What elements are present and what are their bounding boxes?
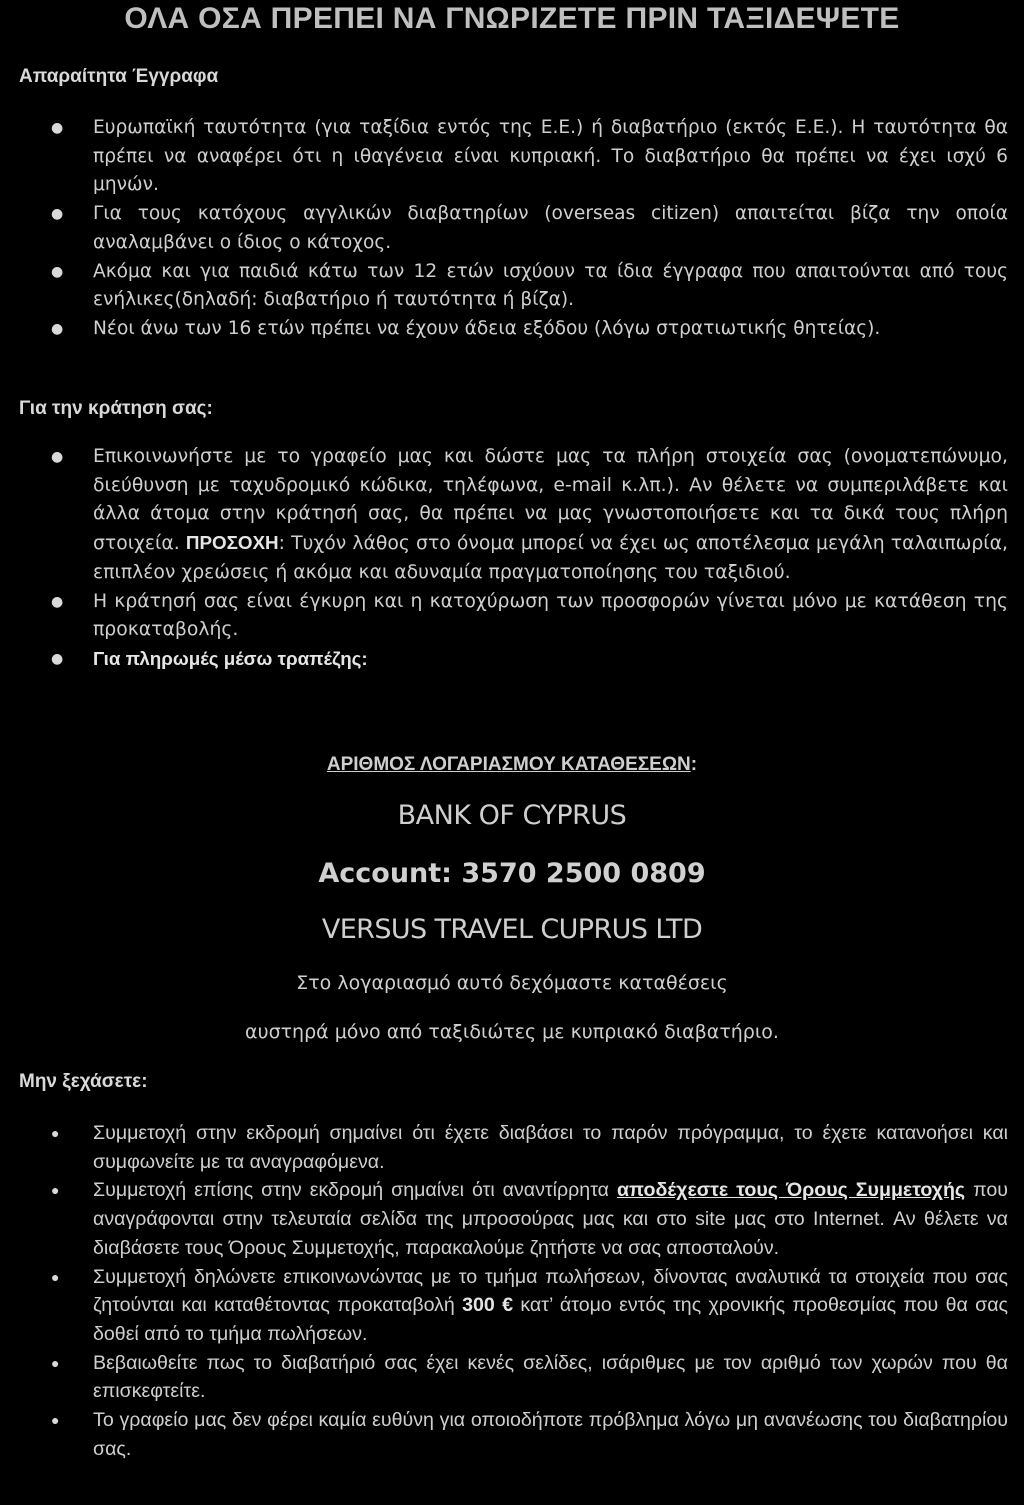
list-item: ● Συμμετοχή στην εκδρομή σημαίνει ότι έχετε διαβάσει το παρόν πρόγραμμα, το έχετε κατανοήσει και συμφωνείτε με τα αναγραφόμενα. <box>0 1119 1024 1176</box>
bullet-icon: ● <box>51 449 64 465</box>
reminders-list <box>0 1119 1024 1463</box>
list-item: ● Επικοινωνήστε με το γραφείο μας και δώστε μας τα πλήρη στοιχεία σας (ονοματεπώνυμο, διεύθυνση με ταχυδρομικό κώδικα, τηλέφωνα, e-mail κ.λπ.). Αν θέλετε να συμπεριλάβετε και άλλα άτομα στην κράτησή σας, θα πρέπει να μας γνωστοποιήσετε και τα δικά τους πλήρη στοιχεία. ΠΡΟΣΟΧΗ: Τυχόν λάθος στο όνομα μπορεί να έχει ως αποτέλεσμα μεγάλη ταλαιπωρία, επιπλέον χρεώσεις ή ακόμα και αδυναμία πραγματοποίησης του ταξιδιού. <box>0 443 1024 588</box>
account-number: Account: 3570 2500 0809 <box>318 858 706 889</box>
list-item: ● Συμμετοχή δηλώνετε επικοινωνώντας με το τμήμα πωλήσεων, δίνοντας αναλυτικά τα στοιχεία που σας ζητούνται και καταθέτοντας προκαταβολή 300 € κατ’ άτομο εντός της χρονικής προθεσμίας που θα σας δοθεί από το τμήμα πωλήσεων. <box>0 1263 1024 1349</box>
account-note-1: Στο λογαριασμό αυτό δεχόμαστε καταθέσεις <box>296 972 728 994</box>
bullet-icon: ● <box>51 1125 60 1141</box>
bullet-icon: ● <box>51 593 64 610</box>
documents-heading: Απαραίτητα Έγγραφα <box>19 66 219 87</box>
account-note-2: αυστηρά μόνο από ταξιδιώτες με κυπριακό διαβατήριο. <box>245 1021 779 1043</box>
list-item: ● Για τους κατόχους αγγλικών διαβατηρίων (overseas citizen) απαιτείται βίζα την οποία αναλαμβάνει ο ίδιος ο κάτοχος. <box>0 200 1024 257</box>
bank-payments-label: Για πληρωμές μέσω τραπέζης: <box>93 647 368 669</box>
bullet-icon: ● <box>51 1412 60 1429</box>
account-heading: ΑΡΙΘΜΟΣ ΛΟΓΑΡΙΑΣΜΟΥ ΚΑΤΑΘΕΣΕΩΝ: <box>326 754 698 775</box>
bullet-icon: ● <box>51 263 64 280</box>
list-item: ● Το γραφείο μας δεν φέρει καμία ευθύνη για οποιοδήποτε πρόβλημα λόγω μη ανανέωσης του διαβατηρίου σας. <box>0 1406 1024 1463</box>
list-item: ● Ευρωπαϊκή ταυτότητα (για ταξίδια εντός της Ε.Ε.) ή διαβατήριο (εκτός Ε.Ε.). Η ταυτότητα θα πρέπει να αναφέρει ότι η ιθαγένεια είναι κυπριακή. Το διαβατήριο θα πρέπει να έχει ισχύ 6 μηνών. <box>0 114 1024 200</box>
bullet-icon: ● <box>51 1182 60 1199</box>
company-name: VERSUS TRAVEL CUPRUS LTD <box>321 914 703 945</box>
bullet-icon: ● <box>51 120 64 136</box>
reminders-heading: Μην ξεχάσετε: <box>19 1071 148 1092</box>
list-item: ● Νέοι άνω των 16 ετών πρέπει να έχουν άδεια εξόδου (λόγω στρατιωτικής θητείας). <box>0 315 1024 344</box>
bank-name: BANK OF CYPRUS <box>397 800 627 831</box>
booking-heading: Για την κράτηση σας: <box>19 398 213 419</box>
list-item: ● Η κράτησή σας είναι έγκυρη και η κατοχύρωση των προσφορών γίνεται μόνο με κατάθεση της προκαταβολής. <box>0 588 1024 645</box>
list-item: ● Ακόμα και για παιδιά κάτω των 12 ετών ισχύουν τα ίδια έγγραφα που απαιτούνται από τους ενήλικες(δηλαδή: διαβατήριο ή ταυτότητα ή βίζα). <box>0 258 1024 315</box>
list-item <box>0 645 1024 675</box>
bullet-icon: ● <box>51 320 64 337</box>
bullet-icon: ● <box>51 1268 60 1285</box>
bullet-icon: ● <box>51 1354 60 1371</box>
list-item: ● Συμμετοχή επίσης στην εκδρομή σημαίνει ότι αναντίρρητα αποδέχεστε τους Όρους Συμμετοχής που αναγράφονται στην τελευταία σελίδα της μπροσούρας μας και στο site μας στο Internet. Αν θέλετε να διαβάσετε τους Όρους Συμμετοχής, παρακαλούμε ζητήστε να σας αποσταλούν. <box>0 1176 1024 1262</box>
warning-label: ΠΡΟΣΟΧΗ <box>185 532 279 554</box>
deposit-amount: 300 € <box>462 1294 514 1317</box>
list-item: ● Βεβαιωθείτε πως το διαβατήριό σας έχει κενές σελίδες, ισάριθμες με τον αριθμό των χωρών που θα επισκεφτείτε. <box>0 1349 1024 1406</box>
bullet-icon: ● <box>51 650 64 667</box>
terms-link-text: αποδέχεστε τους Όρους Συμμετοχής <box>616 1179 966 1202</box>
bullet-icon: ● <box>51 206 64 223</box>
page-title: ΟΛΑ ΟΣΑ ΠΡΕΠΕΙ ΝΑ ΓΝΩΡΙΖΕΤΕ ΠΡΙΝ ΤΑΞΙΔΕΨΕΤΕ <box>124 2 900 35</box>
documents-list <box>0 114 1024 344</box>
booking-list <box>0 443 1024 675</box>
